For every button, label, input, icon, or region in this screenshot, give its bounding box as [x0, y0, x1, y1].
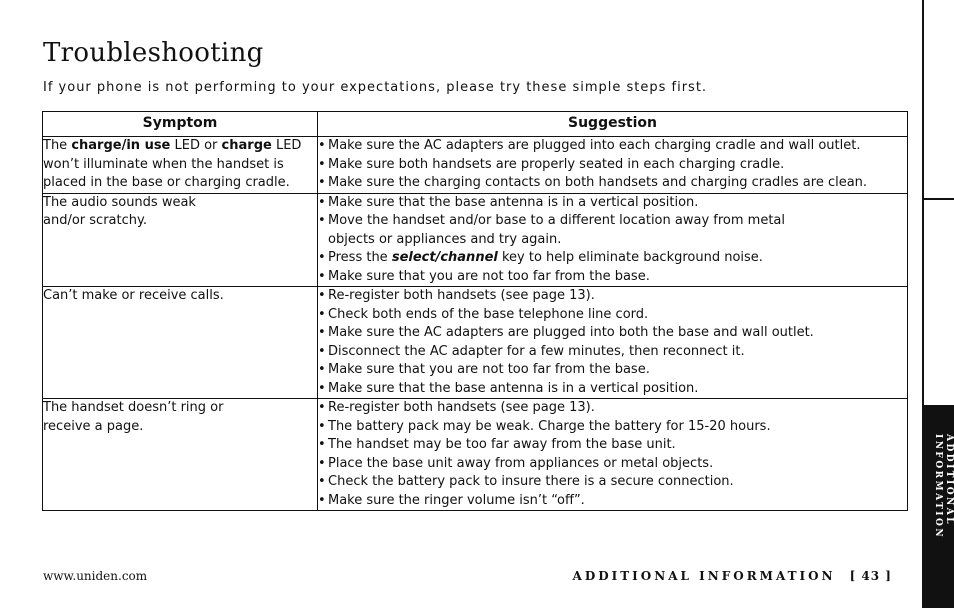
suggestion-list [318, 287, 907, 398]
suggestion-item: • The battery pack may be weak. Charge the battery for 15-20 hours. [318, 418, 907, 437]
suggestion-item: • Make sure both handsets are properly seated in each charging cradle. [318, 156, 907, 175]
suggestion-item: • Make sure that the base antenna is in a vertical position. [318, 380, 907, 399]
troubleshooting-table [42, 111, 908, 511]
table-row [43, 287, 908, 399]
symptom-text: receive a page. [43, 418, 144, 434]
symptom-text: The audio sounds weak [43, 194, 196, 210]
suggestion-line: objects or appliances and try again. [328, 231, 562, 247]
suggestion-item: • Re-register both handsets (see page 13). [318, 399, 907, 418]
suggestion-item: • Make sure that you are not too far from the base. [318, 361, 907, 380]
suggestion-item: • The handset may be too far away from the base unit. [318, 436, 907, 455]
suggestion-item [318, 249, 907, 268]
table-header-row [43, 112, 908, 137]
side-tab-upper-bracket [922, 0, 954, 200]
suggestion-cell [318, 193, 908, 287]
suggestion-item: • Make sure that you are not too far from the base. [318, 268, 907, 287]
page-number: [ 43 ] [849, 569, 892, 583]
suggestion-cell [318, 287, 908, 399]
symptom-cell [43, 193, 318, 287]
intro-text: If your phone is not performing to your expectations, please try these simple steps first. [43, 80, 708, 95]
symptom-cell: Can’t make or receive calls. [43, 287, 318, 399]
suggestion-text: Press the [328, 250, 392, 265]
table-row [43, 399, 908, 511]
suggestion-list [318, 137, 907, 193]
page-title: Troubleshooting [43, 38, 264, 68]
suggestion-cell [318, 399, 908, 511]
suggestion-cell [318, 137, 908, 194]
side-section-tab-label [926, 434, 954, 539]
select-channel-keyword: select/channel [391, 250, 498, 265]
side-tab-line: ADDITIONAL [944, 434, 954, 527]
symptom-text: LED or [170, 138, 222, 153]
suggestion-item: • Place the base unit away from appliances or metal objects. [318, 455, 907, 474]
suggestion-item: • Re-register both handsets (see page 13). [318, 287, 907, 306]
suggestion-item: • Disconnect the AC adapter for a few minutes, then reconnect it. [318, 343, 907, 362]
charge-in-use-keyword: charge/in use [71, 138, 171, 153]
symptom-header: Symptom [43, 112, 318, 137]
suggestion-item: • Make sure the ringer volume isn’t “off”. [318, 492, 907, 511]
suggestion-item: • Make sure the AC adapters are plugged into each charging cradle and wall outlet. [318, 137, 907, 156]
symptom-text: The [43, 138, 72, 153]
suggestion-line: • Move the handset and/or base to a different location away from metal [328, 213, 785, 228]
side-tab-rule [922, 200, 924, 405]
table-row [43, 137, 908, 194]
symptom-text: and/or scratchy. [43, 213, 147, 228]
symptom-cell [43, 137, 318, 194]
symptom-text: LED won’t illuminate when the handset is placed in the base or charging cradle. [43, 138, 302, 190]
suggestion-item: • Make sure the charging contacts on both handsets and charging cradles are clean. [318, 174, 907, 193]
side-tab-line: INFORMATION [933, 434, 943, 540]
footer-section: ADDITIONAL INFORMATION [572, 569, 836, 583]
symptom-cell [43, 399, 318, 511]
suggestion-item: • Check both ends of the base telephone line cord. [318, 306, 907, 325]
footer-section-label [573, 569, 892, 583]
suggestion-text: key to help eliminate background noise. [497, 250, 763, 265]
suggestion-item [318, 212, 907, 249]
suggestion-header: Suggestion [318, 112, 908, 137]
suggestion-item: • Check the battery pack to insure there is a secure connection. [318, 473, 907, 492]
suggestion-item: • Make sure the AC adapters are plugged into both the base and wall outlet. [318, 324, 907, 343]
suggestion-list [318, 399, 907, 510]
charge-keyword: charge [221, 138, 272, 153]
footer-website: www.uniden.com [43, 569, 148, 583]
table-row [43, 193, 908, 287]
symptom-text: The handset doesn’t ring or [43, 400, 224, 415]
suggestion-item: • Make sure that the base antenna is in a vertical position. [318, 194, 907, 213]
suggestion-list [318, 194, 907, 287]
